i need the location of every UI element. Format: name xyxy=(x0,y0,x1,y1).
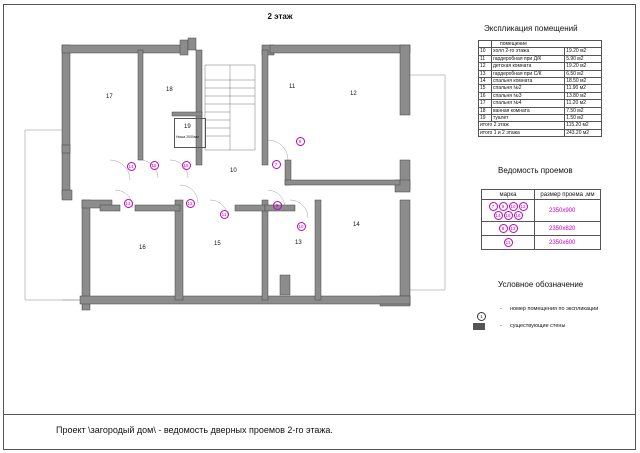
room-19-note: Ниша 2000мм xyxy=(176,135,199,139)
door-marker: 14 xyxy=(128,164,134,169)
door-mark: 15 xyxy=(505,212,511,218)
staircase xyxy=(205,65,255,150)
legend-symbol-circle: 1 xyxy=(477,305,486,323)
door-mark: 14 xyxy=(495,212,501,218)
door-mark: 11 xyxy=(504,238,513,247)
room-label: 10 xyxy=(230,168,237,174)
room-label: 18 xyxy=(166,87,173,93)
wall xyxy=(62,45,182,53)
door-mark: 9 xyxy=(499,202,508,211)
door-marker: 12 xyxy=(187,201,193,206)
explication-row: 19 туалет 1.50 м2 xyxy=(479,115,602,122)
legend-text: номер помещения по экспликации xyxy=(510,306,599,312)
wall xyxy=(400,200,410,305)
legend-dash: - xyxy=(500,306,502,312)
vedomost-table: марка размер проема ,мм 7 9 10 12 14 15 16 2350x900 8 13 2350x820 11 2350x600 xyxy=(481,189,601,250)
vedomost-row: 8 13 2350x820 xyxy=(482,222,601,236)
room-label: 15 xyxy=(214,241,221,247)
door-marker: 13 xyxy=(125,201,131,206)
door-marker: 8 xyxy=(272,194,282,212)
room-label: 12 xyxy=(350,91,357,97)
balcony-left xyxy=(25,130,82,300)
room-label: 13 xyxy=(295,240,302,246)
plan-title: 2 этаж xyxy=(267,12,293,21)
footer-caption: Проект \загородый дом\ - ведомость дверных проемов 2-го этажа. xyxy=(56,425,333,435)
wall xyxy=(270,45,410,53)
door-mark: 13 xyxy=(510,226,516,231)
explication-row: 13 гардеробная при С/К 6.50 м2 xyxy=(479,70,602,77)
vedomost-row: 11 2350x600 xyxy=(482,236,601,250)
explication-row: 11 гардеробная при Д/К 5.90 м2 xyxy=(479,55,602,62)
room-19-box xyxy=(174,118,206,148)
explication-row: 14 спальня комната 18.50 м2 xyxy=(479,78,602,85)
explication-row: 18 ванная комната 7.50 м2 xyxy=(479,107,602,114)
room-label: 11 xyxy=(289,84,296,90)
wall xyxy=(80,296,410,304)
room-label: 19 xyxy=(184,124,191,130)
explication-row: 16 спальня №3 13.80 м2 xyxy=(479,92,602,99)
room-label: 14 xyxy=(353,222,360,228)
legend-text: существующие стены xyxy=(510,323,566,329)
door-mark: 16 xyxy=(515,212,521,218)
vedomost-row: 7 9 10 12 14 15 16 2350x900 xyxy=(482,200,601,222)
door-mark: 8 xyxy=(499,224,508,233)
door-marker: 15 xyxy=(151,163,157,168)
explication-row: 10 холл 2-го этажа 19.20 м2 xyxy=(479,48,602,55)
door-marker: 9 xyxy=(295,130,305,148)
door-marker: 7 xyxy=(271,153,281,171)
legend-wall-swatch xyxy=(473,323,485,330)
door-marker: 16 xyxy=(183,163,189,168)
door-marker: 10 xyxy=(298,224,304,229)
room-label: 16 xyxy=(139,245,146,251)
legend-dash: - xyxy=(500,323,502,329)
legend-title: Условное обозначение xyxy=(498,280,584,289)
door-mark: 10 xyxy=(510,203,516,209)
wall xyxy=(82,200,90,310)
explication-table: помещение 10 холл 2-го этажа 19.20 м2 11 гардеробная при Д/К 5.90 м2 12 детская комната 19.20 м2 13 гардеробная при С/К 6.50 м2 14 спальня комната 18.50 м2 15 спальня №2 11.90 м2 16 спальня №3 13.80 м2 17 спальня №4 11.20 м2 18 ванная комната 7.50 м2 19 туалет 1.50 м2 итого 2 этаж 115.20 м2 итого 1 и 2 этажа 243.20 м2 xyxy=(478,40,602,137)
explication-row: 12 детская комната 19.20 м2 xyxy=(479,63,602,70)
explication-title: Экспликация помещений xyxy=(484,24,578,33)
door-mark: 7 xyxy=(489,202,498,211)
vedomost-title: Ведомость проемов xyxy=(498,166,573,175)
balcony-right xyxy=(410,75,445,290)
explication-row: 17 спальня №4 11.20 м2 xyxy=(479,100,602,107)
door-mark: 12 xyxy=(520,203,526,209)
door-marker: 11 xyxy=(219,203,229,221)
room-label: 17 xyxy=(106,94,113,100)
wall xyxy=(62,45,70,195)
explication-row: 15 спальня №2 11.90 м2 xyxy=(479,85,602,92)
